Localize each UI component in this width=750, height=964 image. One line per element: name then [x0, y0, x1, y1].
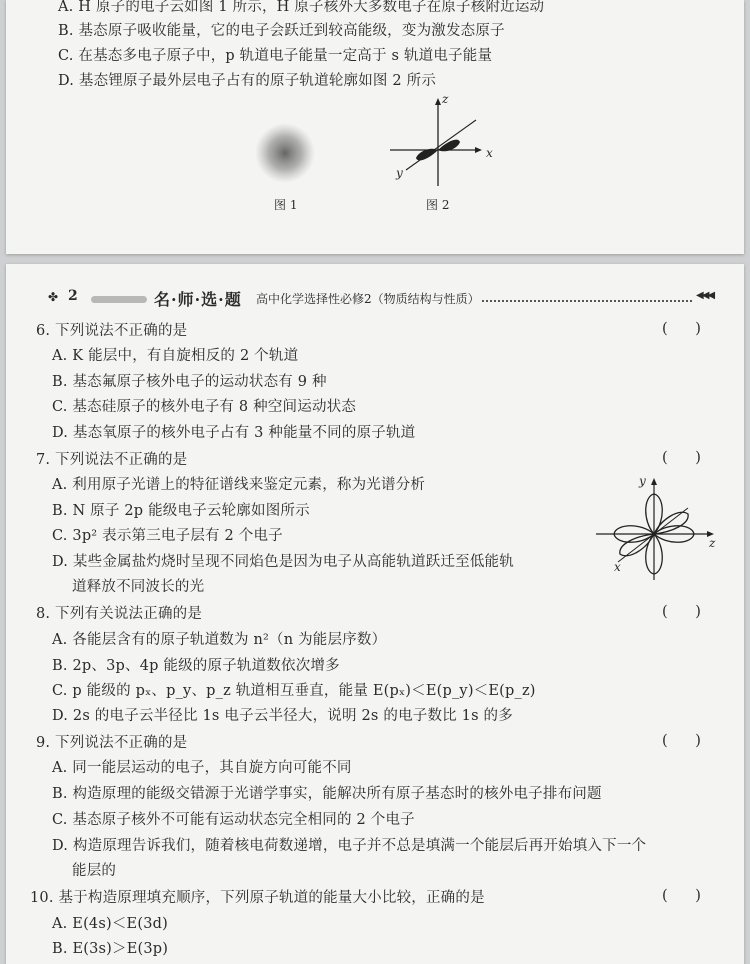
header-bar-decoration: [91, 296, 147, 303]
figure-2-axis-z: z: [442, 92, 449, 106]
question-9-stem: 9. 下列说法不正确的是: [36, 735, 188, 751]
question-7-option-d: D. 某些金属盐灼烧时呈现不同焰色是因为电子从高能轨道跃迁至低能轨: [52, 554, 514, 570]
header-arrows-icon: ◀◀◀: [696, 290, 714, 301]
question-7-axis-y: y: [639, 474, 646, 488]
option-c: C. 在基态多电子原子中，p 轨道电子能量一定高于 s 轨道电子能量: [58, 48, 493, 64]
question-7-option-c: C. 3p² 表示第三电子层有 2 个电子: [52, 528, 283, 544]
header-dotted-leader: [482, 300, 692, 302]
question-6-answer-blank: ( ): [662, 321, 701, 337]
flower-ornament-icon: ✤: [48, 290, 59, 304]
question-10-option-b: B. E(3s)＞E(3p): [52, 941, 169, 957]
question-9-option-a: A. 同一能层运动的电子，其自旋方向可能不同: [52, 760, 352, 776]
figure-2-axis-x: x: [486, 146, 493, 160]
series-title: 名·师·选·题: [154, 290, 242, 309]
question-7-axis-z: z: [709, 536, 716, 550]
option-a: A. H 原子的电子云如图 1 所示，H 原子核外大多数电子在原子核附近运动: [58, 0, 545, 15]
question-7-option-a: A. 利用原子光谱上的特征谱线来鉴定元素，称为光谱分析: [52, 477, 426, 493]
question-6-option-d: D. 基态氧原子的核外电子占有 3 种能量不同的原子轨道: [52, 425, 416, 441]
question-6-stem: 6. 下列说法不正确的是: [36, 323, 188, 339]
question-8-option-d: D. 2s 的电子云半径比 1s 电子云半径大，说明 2s 的电子数比 1s 的多: [52, 708, 513, 724]
question-10-option-a: A. E(4s)＜E(3d): [52, 916, 168, 932]
question-8-option-c: C. p 能级的 pₓ、p_y、p_z 轨道相互垂直，能量 E(pₓ)＜E(p_y)＜E(p_z): [52, 683, 536, 699]
question-8-stem: 8. 下列有关说法正确的是: [36, 606, 203, 622]
figure-1-electron-cloud: [250, 118, 320, 188]
question-8-answer-blank: ( ): [662, 604, 701, 620]
question-7-stem: 7. 下列说法不正确的是: [36, 452, 188, 468]
page-header: [6, 288, 744, 310]
question-8-option-b: B. 2p、3p、4p 能级的原子轨道数依次增多: [52, 658, 340, 674]
figure-2-caption: 图 2: [426, 198, 450, 212]
question-7-option-d-continued: 道释放不同波长的光: [72, 579, 205, 595]
question-7-option-b: B. N 原子 2p 能级电子云轮廓如图所示: [52, 503, 310, 519]
question-9-option-d: D. 构造原理告诉我们，随着核电荷数递增，电子并不总是填满一个能层后再开始填入下一个: [52, 838, 647, 854]
book-title: 高中化学选择性必修2（物质结构与性质）: [256, 292, 480, 306]
question-6-option-c: C. 基态硅原子的核外电子有 8 种空间运动状态: [52, 399, 357, 415]
question-9-answer-blank: ( ): [662, 733, 701, 749]
option-d: D. 基态锂原子最外层电子占有的原子轨道轮廓如图 2 所示: [58, 73, 437, 89]
question-7-answer-blank: ( ): [662, 450, 701, 466]
question-6-option-a: A. K 能层中，有自旋相反的 2 个轨道: [52, 348, 299, 364]
figure-1-caption: 图 1: [274, 198, 298, 212]
question-7-axis-x: x: [614, 560, 621, 574]
question-9-option-d-continued: 能层的: [72, 863, 117, 879]
question-9-option-c: C. 基态原子核外不可能有运动状态完全相同的 2 个电子: [52, 812, 415, 828]
figure-2-axis-y: y: [396, 166, 403, 180]
question-10-answer-blank: ( ): [662, 888, 701, 904]
page-number: 2: [68, 288, 78, 304]
question-7-orbital-figure: [592, 476, 720, 586]
question-8-option-a: A. 各能层含有的原子轨道数为 n²（n 为能层序数）: [52, 632, 387, 648]
question-6-option-b: B. 基态氟原子核外电子的运动状态有 9 种: [52, 374, 327, 390]
previous-page: [6, 0, 744, 254]
current-page: [6, 264, 744, 964]
option-b: B. 基态原子吸收能量，它的电子会跃迁到较高能级，变为激发态原子: [58, 23, 505, 39]
question-10-stem: 10. 基于构造原理填充顺序，下列原子轨道的能量大小比较，正确的是: [30, 890, 485, 906]
question-9-option-b: B. 构造原理的能级交错源于光谱学事实，能解决所有原子基态时的核外电子排布问题: [52, 786, 602, 802]
